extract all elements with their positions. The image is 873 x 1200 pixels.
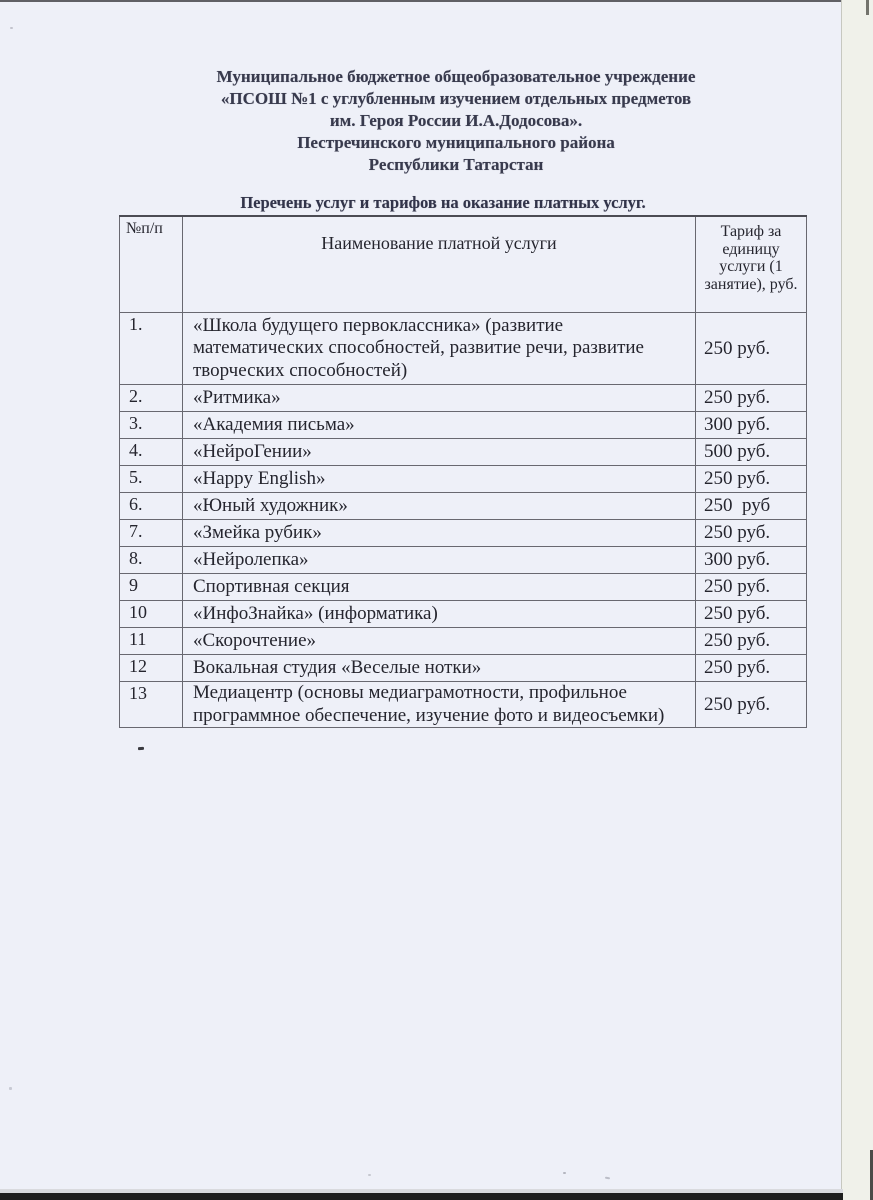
row-number-cell: 5.: [120, 466, 183, 493]
service-name-cell: «Школа будущего первоклассника» (развитие математических способностей, развитие речи, развитие творческих способностей): [183, 313, 696, 385]
tariff-cell: 250 руб.: [696, 466, 807, 493]
scan-edge-bottom-band: [0, 1193, 843, 1200]
table-row: [120, 412, 807, 439]
document-title: Перечень услуг и тарифов на оказание платных услуг.: [240, 193, 646, 212]
table-row: [120, 520, 807, 547]
service-name-cell: «Юный художник»: [183, 493, 696, 520]
tariff-cell: 250 руб.: [696, 574, 807, 601]
table-row: [120, 547, 807, 574]
tariff-cell: 250 руб.: [696, 682, 807, 728]
table-row: [120, 682, 807, 728]
document-header: [112, 66, 800, 176]
scan-speck: [368, 1174, 371, 1176]
table-row: [120, 466, 807, 493]
tariff-cell: 500 руб.: [696, 439, 807, 466]
row-number-cell: 8.: [120, 547, 183, 574]
row-number-cell: 2.: [120, 385, 183, 412]
row-number-cell: 12: [120, 655, 183, 682]
scan-speck: [138, 747, 144, 750]
row-number-cell: 6.: [120, 493, 183, 520]
table-header-row: [120, 216, 807, 313]
tariff-cell: 250 руб: [696, 493, 807, 520]
tariff-cell: 250 руб.: [696, 313, 807, 385]
services-table: [119, 215, 807, 728]
header-line-4: Пестречинского муниципального района: [297, 133, 615, 152]
service-name-cell: «Happy English»: [183, 466, 696, 493]
table-row: [120, 385, 807, 412]
service-name-cell: «Скорочтение»: [183, 628, 696, 655]
header-line-5: Республики Татарстан: [368, 155, 544, 174]
table-row: [120, 439, 807, 466]
table-row: [120, 655, 807, 682]
tariff-cell: 250 руб.: [696, 655, 807, 682]
table-row: [120, 574, 807, 601]
row-number-cell: 7.: [120, 520, 183, 547]
tariff-cell: 300 руб.: [696, 412, 807, 439]
service-name-cell: «Академия письма»: [183, 412, 696, 439]
service-name-cell: «Нейролепка»: [183, 547, 696, 574]
scan-edge-top: [0, 0, 846, 2]
table-row: [120, 601, 807, 628]
row-number-cell: 3.: [120, 412, 183, 439]
column-header-number: №п/п: [120, 216, 183, 313]
tariff-cell: 250 руб.: [696, 628, 807, 655]
service-name-cell: «Ритмика»: [183, 385, 696, 412]
table-row: [120, 628, 807, 655]
tariff-cell: 250 руб.: [696, 601, 807, 628]
tariff-cell: 250 руб.: [696, 385, 807, 412]
service-name-cell: Медиацентр (основы медиаграмотности, профильное программное обеспечение, изучение фото и видеосъемки): [183, 682, 696, 728]
column-header-service: Наименование платной услуги: [183, 216, 696, 313]
row-number-cell: 1.: [120, 313, 183, 385]
service-name-cell: Спортивная секция: [183, 574, 696, 601]
service-name-cell: «НейроГении»: [183, 439, 696, 466]
service-name-cell: Вокальная студия «Веселые нотки»: [183, 655, 696, 682]
scan-speck: [9, 1087, 12, 1090]
row-number-cell: 11: [120, 628, 183, 655]
table-row: [120, 313, 807, 385]
header-line-2: «ПСОШ №1 с углубленным изучением отдельных предметов: [220, 89, 692, 108]
scan-edge-corner-mark: [866, 0, 869, 15]
row-number-cell: 10: [120, 601, 183, 628]
service-name-cell: «ИнфоЗнайка» (информатика): [183, 601, 696, 628]
service-name-cell: «Змейка рубик»: [183, 520, 696, 547]
column-header-tariff: Тариф за единицу услуги (1 занятие), руб.: [696, 216, 807, 313]
scan-speck: [563, 1172, 566, 1174]
scan-edge-right-strip: [841, 0, 873, 1200]
table-row: [120, 493, 807, 520]
row-number-cell: 9: [120, 574, 183, 601]
scan-speck: [605, 1177, 610, 1180]
tariff-cell: 300 руб.: [696, 547, 807, 574]
header-line-3: им. Героя России И.А.Додосова».: [329, 111, 583, 130]
scan-speck: [10, 27, 13, 29]
row-number-cell: 13: [120, 682, 183, 728]
tariff-cell: 250 руб.: [696, 520, 807, 547]
row-number-cell: 4.: [120, 439, 183, 466]
header-line-1: Муниципальное бюджетное общеобразовательное учреждение: [216, 67, 696, 86]
